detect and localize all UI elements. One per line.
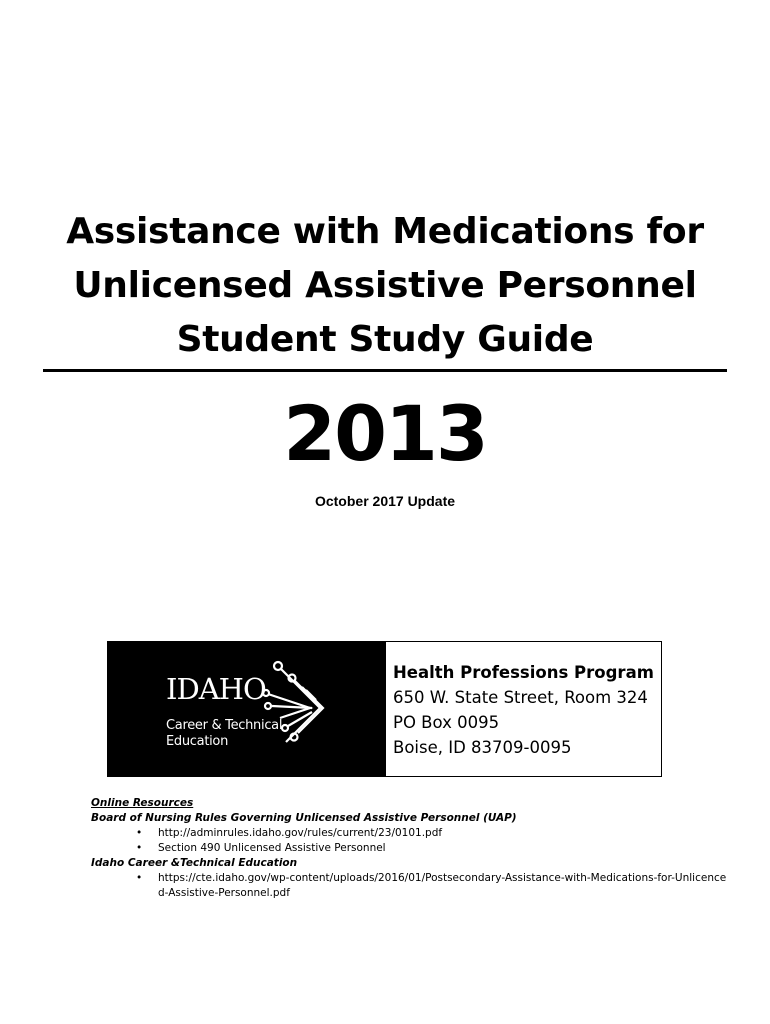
logo-wordmark: IDAHO (166, 672, 266, 706)
online-resources (91, 796, 731, 901)
document-title (40, 205, 730, 367)
idaho-cte-logo (108, 642, 386, 776)
title-line-2: Unlicensed Assistive Personnel (73, 265, 697, 306)
resource-link-text: http://adminrules.idaho.gov/rules/current/23/0101.pdf (158, 827, 443, 839)
resource-section-title: Board of Nursing Rules Governing Unlicensed Assistive Personnel (UAP) (91, 812, 517, 824)
bullet-icon: • (136, 872, 143, 884)
resource-item (91, 841, 731, 856)
resource-link-text: https://cte.idaho.gov/wp-content/uploads/2016/01/Postsecondary-Assistance-with-Medications-for-Unlicenced-Assistive-Personnel.pdf (158, 872, 727, 899)
resource-item-text: Section 490 Unlicensed Assistive Personnel (158, 842, 386, 854)
logo-subtitle-line-1: Career & Technical (166, 718, 283, 733)
street-address: 650 W. State Street, Room 324 (393, 688, 648, 707)
resource-list (91, 871, 731, 901)
city-state-zip: Boise, ID 83709-0095 (393, 738, 572, 757)
resource-link[interactable] (91, 871, 731, 901)
bullet-icon: • (136, 827, 143, 839)
bullet-icon: • (136, 842, 143, 854)
resource-link[interactable] (91, 826, 731, 841)
resource-list (91, 826, 731, 856)
logo-subtitle-line-2: Education (166, 734, 229, 749)
program-name: Health Professions Program (393, 663, 654, 682)
title-divider (43, 369, 727, 372)
title-line-1: Assistance with Medications for (66, 211, 704, 252)
resource-section-title: Idaho Career &Technical Education (91, 857, 298, 869)
year-heading: 2013 (283, 389, 487, 478)
circuit-arrow-icon (258, 654, 338, 754)
program-address (393, 660, 658, 760)
update-date: October 2017 Update (314, 493, 456, 509)
resources-heading: Online Resources (91, 797, 194, 809)
po-box: PO Box 0095 (393, 713, 500, 732)
program-info-box (107, 641, 662, 777)
title-line-3: Student Study Guide (176, 319, 594, 360)
